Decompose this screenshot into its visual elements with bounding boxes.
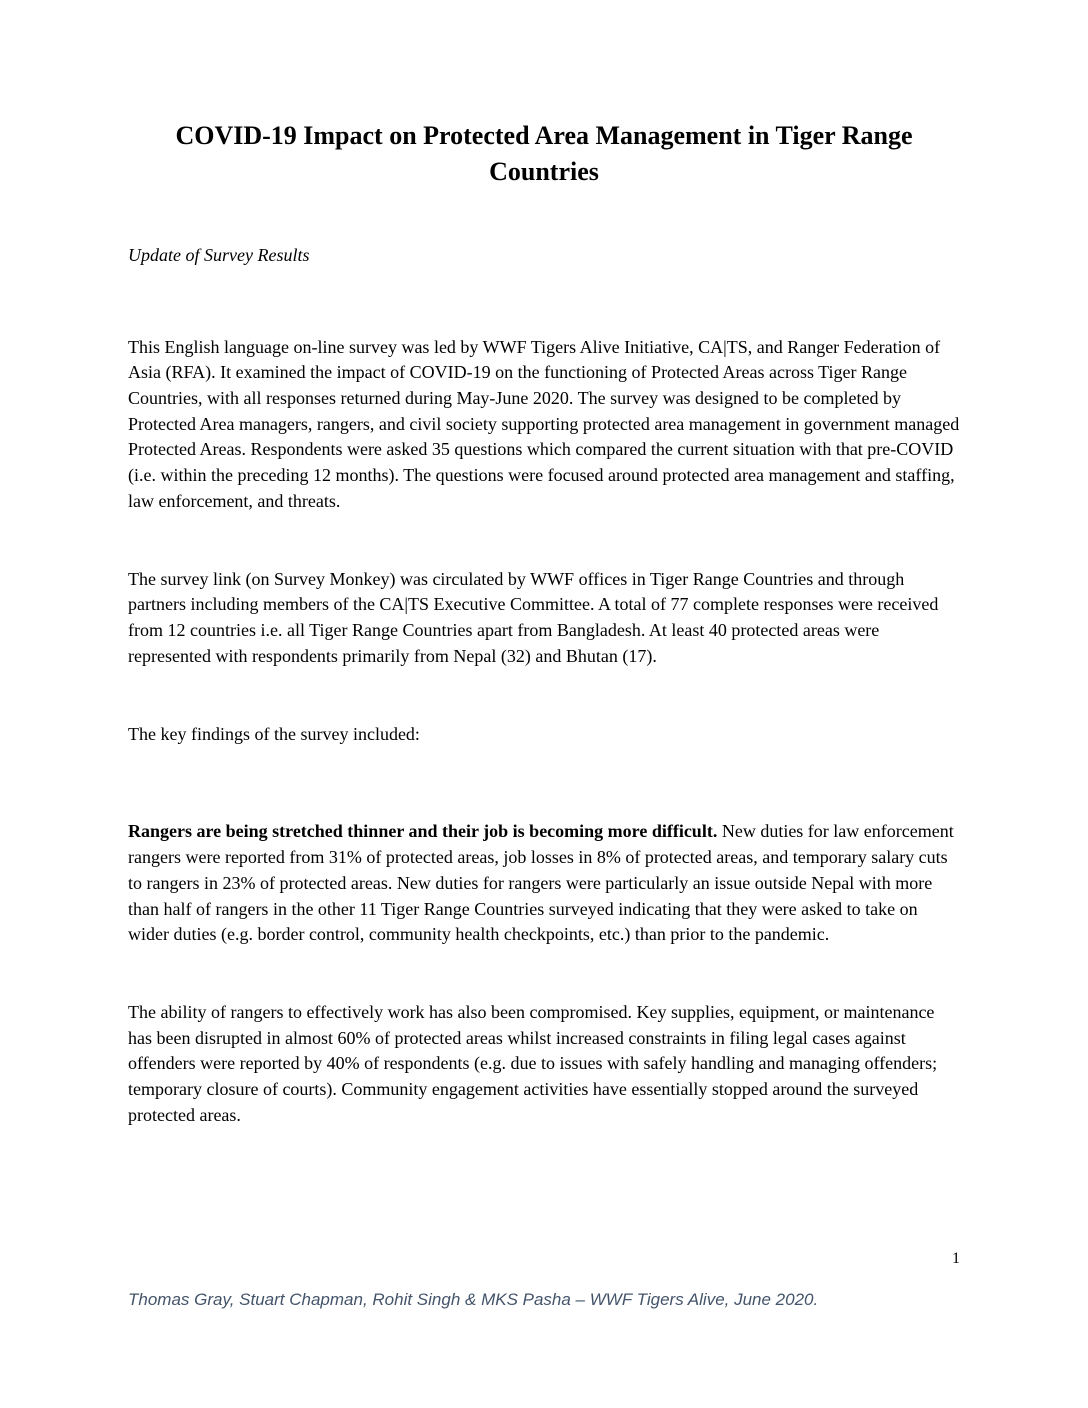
finding-rangers-paragraph — [128, 819, 960, 948]
survey-link-paragraph: The survey link (on Survey Monkey) was circulated by WWF offices in Tiger Range Countries and through partners including members of the CA|TS Executive Committee. A total of 77 complete responses were received from 12 countries i.e. all Tiger Range Countries apart from Bangladesh. At least 40 protected areas were represented with respondents primarily from Nepal (32) and Bhutan (17). — [128, 568, 939, 666]
finding-rangers-body: New duties for law enforcement rangers were reported from 31% of protected areas, job losses in 8% of protected areas, and temporary salary cuts to rangers in 23% of protected areas. New duties for rangers were particularly an issue outside Nepal with more than half of rangers in the other 11 Tiger Range Countries surveyed indicating that they were asked to take on wider duties (e.g. border control, community health checkpoints, etc.) than prior to the pandemic. — [128, 821, 954, 945]
finding-rangers-lead-bold: Rangers are being stretched thinner and their job is becoming more difficult. — [128, 821, 718, 842]
document-body — [128, 0, 960, 1129]
finding-ability-paragraph: The ability of rangers to effectively work has also been compromised. Key supplies, equipment, or maintenance has been disrupted in almost 60% of protected areas whilst increased constraints in filing legal cases against offenders were reported by 40% of respondents (e.g. due to issues with safely handling and managing offenders; temporary closure of courts). Community engagement activities have essentially stopped around the surveyed protected areas. — [128, 1002, 938, 1125]
key-findings-intro: The key findings of the survey included: — [128, 723, 420, 744]
page-title: COVID-19 Impact on Protected Area Management in Tiger Range Countries — [175, 121, 913, 187]
intro-paragraph: This English language on-line survey was led by WWF Tigers Alive Initiative, CA|TS, and Ranger Federation of Asia (RFA). It examined the impact of COVID-19 on the functioning of Protected Areas across Tiger Range Countries, with all responses returned during May-June 2020. The survey was designed to be completed by Protected Area managers, rangers, and civil society supporting protected area management in government managed Protected Areas. Respondents were asked 35 questions which compared the current situation with that pre-COVID (i.e. within the preceding 12 months). The questions were focused around protected area management and staffing, law enforcement, and threats. — [128, 336, 960, 511]
page-number: 1 — [952, 1250, 960, 1267]
document-subtitle: Update of Survey Results — [128, 244, 310, 265]
footer-author-line: Thomas Gray, Stuart Chapman, Rohit Singh & MKS Pasha – WWF Tigers Alive, June 2020. — [128, 1290, 819, 1309]
